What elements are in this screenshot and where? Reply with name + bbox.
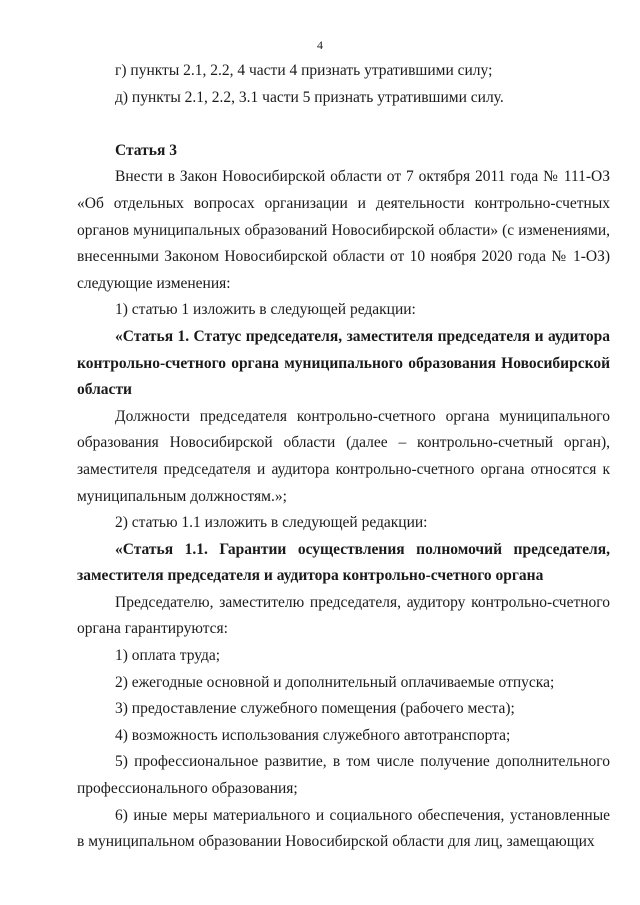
article-1-heading: «Статья 1. Статус председателя, заместителя председателя и аудитора контрольно-счетного органа муниципального образования Новосибирской области <box>77 327 610 399</box>
guarantee-item-2: 2) ежегодные основной и дополнительный оплачиваемые отпуска; <box>115 673 555 691</box>
spacer <box>77 111 610 138</box>
article-3-intro: Внести в Закон Новосибирской области от 7 октября 2011 года № 111-ОЗ «Об отдельных вопросах организации и деятельности контрольно-счетных органов муниципальных образований Новосибирской области» (с изменениями, внесенными Законом Новосибирской области от 10 ноября 2020 года № 1-ОЗ) следующие изменения: <box>77 168 610 292</box>
guarantee-item-4: 4) возможность использования служебного автотранспорта; <box>115 726 511 744</box>
guarantee-item-1: 1) оплата труда; <box>115 647 221 665</box>
guarantee-item-3: 3) предоставление служебного помещения (рабочего места); <box>115 700 515 718</box>
article-1-1-heading: «Статья 1.1. Гарантии осуществления полномочий председателя, заместителя председателя и аудитора контрольно-счетного органа <box>77 540 610 585</box>
guarantee-item-5: 5) профессиональное развитие, в том числе получение дополнительного профессионального образования; <box>77 753 610 798</box>
guarantee-item-6: 6) иные меры материального и социального обеспечения, установленные в муниципальном образовании Новосибирской области для лиц, замещающих <box>77 806 610 851</box>
paragraph-item-d: д) пункты 2.1, 2.2, 3.1 части 5 признать утратившими силу. <box>115 88 504 106</box>
document-body <box>77 58 610 856</box>
article-1-text: Должности председателя контрольно-счетного органа муниципального образования Новосибирской области (далее – контрольно-счетный орган), заместителя председателя и аудитора контрольно-счетного органа относятся к муниципальным должностям.»; <box>77 407 610 505</box>
paragraph-item-g: г) пункты 2.1, 2.2, 4 части 4 признать утратившими силу; <box>115 62 493 79</box>
article-3-item-1: 1) статью 1 изложить в следующей редакции: <box>115 301 416 319</box>
page-number: 4 <box>317 38 323 52</box>
article-3-heading: Статья 3 <box>115 141 177 159</box>
article-3-item-2: 2) статью 1.1 изложить в следующей редакции: <box>115 514 428 532</box>
article-1-1-intro: Председателю, заместителю председателя, аудитору контрольно-счетного органа гарантируются: <box>77 593 610 638</box>
